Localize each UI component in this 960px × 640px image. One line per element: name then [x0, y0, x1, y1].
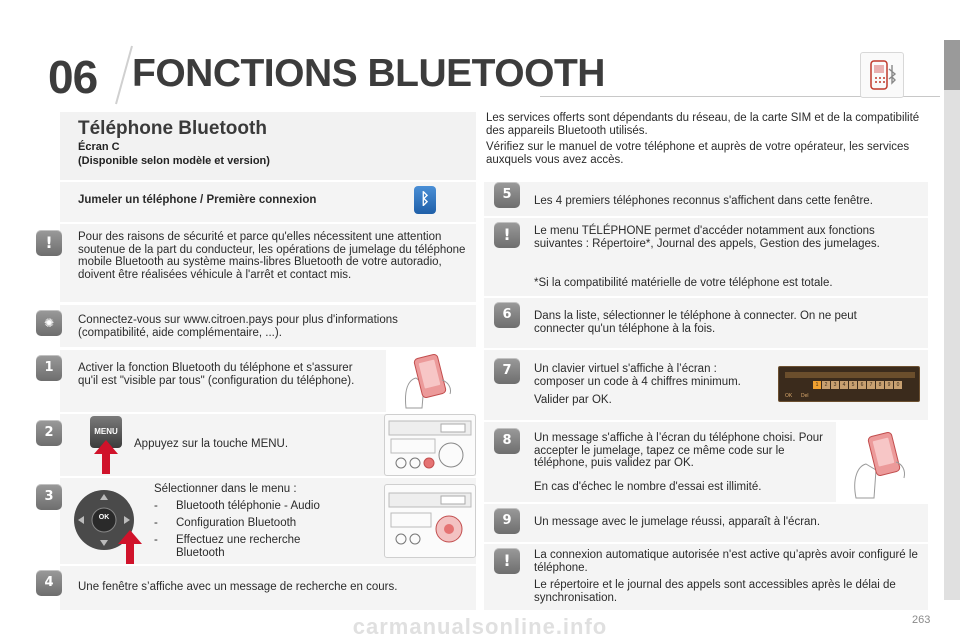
page-number: 263 — [912, 614, 931, 626]
keypad-digit-key[interactable]: 2 — [822, 381, 830, 389]
keypad-digit-key[interactable]: 9 — [885, 381, 893, 389]
menu-button-illustration: MENU — [90, 416, 122, 448]
warning-text: Pour des raisons de sécurité et parce qu'elles nécessitent une attention soutenue de la part du conducteur, les opérations de jumelage du téléphone mobile Bluetooth au système mains-libres Bluetooth de votre autoradio, doivent être réalisées véhicule à l'arrêt et contact mis. — [78, 231, 466, 281]
step5-text: Les 4 premiers téléphones reconnus s'affichent dans cette fenêtre. — [534, 195, 873, 207]
list-bullet: - — [154, 534, 158, 546]
list-bullet: - — [154, 517, 158, 529]
section-subtitle: Écran C — [78, 141, 120, 153]
keypad-digit-key[interactable]: 6 — [858, 381, 866, 389]
step3-item: Configuration Bluetooth — [176, 517, 297, 529]
step1-badge: 1 — [36, 355, 62, 381]
chapter-side-bar — [944, 40, 960, 600]
section-title: Téléphone Bluetooth — [78, 118, 267, 139]
section-availability-note: (Disponible selon modèle et version) — [78, 155, 270, 167]
step8-badge: 8 — [494, 428, 520, 454]
intro-paragraph-1: Les services offerts sont dépendants du réseau, de la carte SIM et de la compatibilité des appareils Bluetooth utilisés. — [486, 112, 920, 137]
ok-label: OK — [98, 514, 110, 521]
lightbulb-icon: ✺ — [36, 310, 62, 336]
keypad-digit-key[interactable]: 8 — [876, 381, 884, 389]
step3-item: Effectuez une recherche Bluetooth — [176, 534, 301, 559]
keypad-digit-key[interactable]: 4 — [840, 381, 848, 389]
keypad-digit-key[interactable]: 0 — [894, 381, 902, 389]
step7-badge: 7 — [494, 358, 520, 384]
menu-warning-text: Le menu TÉLÉPHONE permet d'accéder notamment aux fonctions suivantes : Répertoire*, Journal des appels, Gestion des jumelages. — [534, 225, 880, 250]
hand-phone-illustration — [386, 350, 476, 412]
virtual-keypad-screen — [778, 366, 920, 402]
keypad-digit-key[interactable]: 5 — [849, 381, 857, 389]
keypad-input-bar — [785, 372, 915, 378]
keypad-ok-label: OK — [785, 393, 793, 399]
warning-icon: ! — [36, 230, 62, 256]
step7-text: Un clavier virtuel s'affiche à l’écran : composer un code à 4 chiffres minimum. — [534, 363, 741, 388]
red-arrow-up-icon — [118, 530, 142, 564]
warning-icon: ! — [494, 222, 520, 248]
keypad-del-label: Del — [801, 393, 809, 399]
step3-intro: Sélectionner dans le menu : — [154, 483, 297, 495]
chapter-side-bar-marker — [944, 40, 960, 90]
phone-bluetooth-icon — [860, 52, 904, 98]
hand-phone-illustration — [836, 422, 928, 502]
car-radio-illustration — [384, 414, 476, 476]
step4-badge: 4 — [36, 570, 62, 596]
step2-text: Appuyez sur la touche MENU. — [134, 438, 289, 450]
pairing-heading: Jumeler un téléphone / Première connexion — [78, 194, 317, 206]
step6-text: Dans la liste, sélectionner le téléphone à connecter. On ne peut connecter qu'un téléphone à la fois. — [534, 310, 857, 335]
step1-text: Activer la fonction Bluetooth du téléphone et s'assurer qu'il est "visible par tous" (configuration du téléphone). — [78, 362, 355, 387]
synchronisation-text: Le répertoire et le journal des appels sont accessibles après le délai de synchronisation. — [534, 579, 896, 604]
warning-icon: ! — [494, 548, 520, 574]
step8-note: En cas d'échec le nombre d'essai est illimité. — [534, 481, 762, 493]
bluetooth-icon: ᛒ — [414, 186, 436, 214]
watermark: carmanualsonline.info — [352, 614, 608, 639]
red-arrow-up-icon — [94, 440, 118, 474]
step5-badge: 5 — [494, 182, 520, 208]
car-radio-illustration — [384, 484, 476, 558]
step2-badge: 2 — [36, 420, 62, 446]
step9-badge: 9 — [494, 508, 520, 534]
auto-connection-text: La connexion automatique autorisée n'est active qu’après avoir configuré le téléphone. — [534, 549, 918, 574]
step4-text: Une fenêtre s’affiche avec un message de recherche en cours. — [78, 581, 398, 593]
keypad-digit-key[interactable]: 1 — [813, 381, 821, 389]
keypad-digits-row — [813, 381, 902, 389]
step8-text: Un message s'affiche à l’écran du téléphone choisi. Pour accepter le jumelage, tapez ce même code sur le téléphone, puis validez par OK. — [534, 432, 824, 469]
list-bullet: - — [154, 500, 158, 512]
chapter-title: FONCTIONS BLUETOOTH — [132, 52, 605, 95]
step3-badge: 3 — [36, 484, 62, 510]
intro-text — [486, 112, 926, 170]
step6-badge: 6 — [494, 302, 520, 328]
compatibility-note: *Si la compatibilité matérielle de votre téléphone est totale. — [534, 277, 833, 289]
intro-paragraph-2: Vérifiez sur le manuel de votre téléphone et auprès de votre opérateur, les services auxquels vous avez accès. — [486, 141, 910, 166]
tip-text: Connectez-vous sur www.citroen.pays pour plus d'informations (compatibilité, aide complémentaire, ...). — [78, 314, 398, 339]
step3-item: Bluetooth téléphonie - Audio — [176, 500, 320, 512]
chapter-number: 06 — [48, 51, 98, 103]
keypad-digit-key[interactable]: 7 — [867, 381, 875, 389]
step7-validate-text: Valider par OK. — [534, 394, 612, 406]
step9-text: Un message avec le jumelage réussi, apparaît à l'écran. — [534, 516, 821, 528]
keypad-digit-key[interactable]: 3 — [831, 381, 839, 389]
